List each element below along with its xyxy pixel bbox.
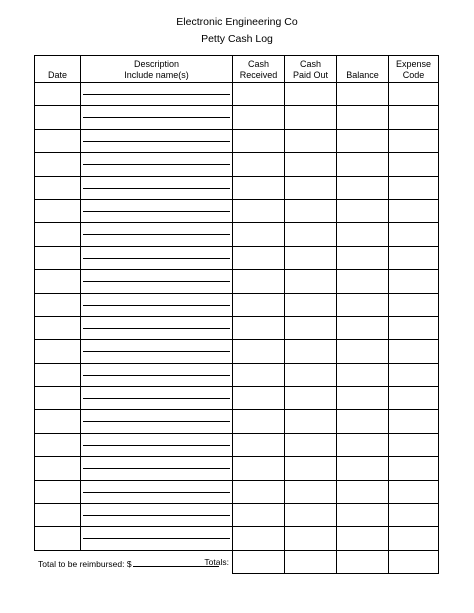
cell-date[interactable]	[35, 363, 81, 386]
column-header-date	[35, 56, 81, 83]
cell-date[interactable]	[35, 129, 81, 152]
cell-expense-code[interactable]	[389, 410, 439, 433]
total-cash-received[interactable]	[233, 550, 285, 573]
description-divider	[83, 398, 230, 399]
cell-cash-paid-out[interactable]	[285, 410, 337, 433]
cell-balance[interactable]	[337, 270, 389, 293]
cell-cash-paid-out[interactable]	[285, 387, 337, 410]
table-row	[35, 83, 439, 106]
cell-expense-code[interactable]	[389, 176, 439, 199]
cell-description[interactable]	[81, 410, 233, 433]
cell-expense-code[interactable]	[389, 387, 439, 410]
cell-description[interactable]	[81, 340, 233, 363]
cell-expense-code[interactable]	[389, 83, 439, 106]
cell-cash-received[interactable]	[233, 433, 285, 456]
cell-cash-received[interactable]	[233, 480, 285, 503]
cell-cash-paid-out[interactable]	[285, 363, 337, 386]
table-row	[35, 433, 439, 456]
cell-date[interactable]	[35, 83, 81, 106]
table-row	[35, 410, 439, 433]
cell-cash-paid-out[interactable]	[285, 480, 337, 503]
description-divider	[83, 445, 230, 446]
description-divider	[83, 281, 230, 282]
cell-cash-received[interactable]	[233, 199, 285, 222]
total-expense-code[interactable]	[389, 550, 439, 573]
cell-cash-received[interactable]	[233, 387, 285, 410]
column-header-description	[81, 56, 233, 83]
cell-balance[interactable]	[337, 293, 389, 316]
cell-date[interactable]	[35, 410, 81, 433]
cell-cash-paid-out[interactable]	[285, 83, 337, 106]
cell-date[interactable]	[35, 457, 81, 480]
cell-description[interactable]	[81, 527, 233, 550]
cell-description[interactable]	[81, 246, 233, 269]
table-row	[35, 293, 439, 316]
table-row	[35, 153, 439, 176]
cell-balance[interactable]	[337, 176, 389, 199]
cell-balance[interactable]	[337, 316, 389, 339]
table-row	[35, 504, 439, 527]
cell-expense-code[interactable]	[389, 527, 439, 550]
cell-cash-received[interactable]	[233, 340, 285, 363]
column-header-line: Expense	[395, 59, 432, 69]
cell-cash-received[interactable]	[233, 223, 285, 246]
description-divider	[83, 258, 230, 259]
table-row	[35, 480, 439, 503]
cell-date[interactable]	[35, 293, 81, 316]
table-row	[35, 363, 439, 386]
cell-cash-received[interactable]	[233, 246, 285, 269]
cell-expense-code[interactable]	[389, 504, 439, 527]
description-divider	[83, 188, 230, 189]
cell-cash-received[interactable]	[233, 363, 285, 386]
column-header-line: Code	[402, 70, 425, 80]
cell-cash-received[interactable]	[233, 504, 285, 527]
cell-date[interactable]	[35, 176, 81, 199]
reimbursed-amount-field[interactable]	[133, 558, 219, 567]
cell-cash-received[interactable]	[233, 153, 285, 176]
cell-balance[interactable]	[337, 480, 389, 503]
cell-balance[interactable]	[337, 457, 389, 480]
cell-cash-paid-out[interactable]	[285, 433, 337, 456]
description-divider	[83, 492, 230, 493]
cell-cash-paid-out[interactable]	[285, 223, 337, 246]
cell-date[interactable]	[35, 246, 81, 269]
cell-expense-code[interactable]	[389, 199, 439, 222]
description-divider	[83, 94, 230, 95]
cell-expense-code[interactable]	[389, 340, 439, 363]
table-row	[35, 246, 439, 269]
cell-cash-paid-out[interactable]	[285, 176, 337, 199]
cell-description[interactable]	[81, 129, 233, 152]
column-header-line: Cash	[299, 59, 321, 69]
cell-cash-paid-out[interactable]	[285, 340, 337, 363]
cell-date[interactable]	[35, 527, 81, 550]
cell-cash-received[interactable]	[233, 83, 285, 106]
cell-cash-paid-out[interactable]	[285, 457, 337, 480]
cell-description[interactable]	[81, 153, 233, 176]
table-row	[35, 387, 439, 410]
cell-cash-paid-out[interactable]	[285, 129, 337, 152]
description-divider	[83, 211, 230, 212]
cell-cash-received[interactable]	[233, 527, 285, 550]
cell-balance[interactable]	[337, 223, 389, 246]
cell-expense-code[interactable]	[389, 223, 439, 246]
cell-description[interactable]	[81, 223, 233, 246]
cell-balance[interactable]	[337, 153, 389, 176]
column-header-line: Received	[239, 70, 278, 80]
cell-cash-received[interactable]	[233, 457, 285, 480]
cell-date[interactable]	[35, 433, 81, 456]
cell-balance[interactable]	[337, 246, 389, 269]
cell-description[interactable]	[81, 293, 233, 316]
cell-expense-code[interactable]	[389, 433, 439, 456]
cell-cash-paid-out[interactable]	[285, 316, 337, 339]
cell-date[interactable]	[35, 316, 81, 339]
cell-cash-received[interactable]	[233, 270, 285, 293]
description-divider	[83, 515, 230, 516]
cell-description[interactable]	[81, 176, 233, 199]
cell-expense-code[interactable]	[389, 129, 439, 152]
cell-cash-received[interactable]	[233, 176, 285, 199]
cell-date[interactable]	[35, 106, 81, 129]
cell-description[interactable]	[81, 480, 233, 503]
reimbursed-line	[38, 558, 219, 569]
column-header-line: Cash	[247, 59, 269, 69]
description-divider	[83, 351, 230, 352]
totals-label: Totals:	[204, 556, 229, 567]
column-header-cash-received	[233, 56, 285, 83]
cell-expense-code[interactable]	[389, 480, 439, 503]
cell-description[interactable]	[81, 316, 233, 339]
cell-cash-paid-out[interactable]	[285, 153, 337, 176]
cell-balance[interactable]	[337, 106, 389, 129]
description-divider	[83, 234, 230, 235]
column-header-line: Include name(s)	[124, 70, 189, 80]
cell-date[interactable]	[35, 340, 81, 363]
cell-balance[interactable]	[337, 387, 389, 410]
cell-date[interactable]	[35, 270, 81, 293]
column-header-line: Balance	[346, 70, 379, 80]
table-row	[35, 176, 439, 199]
cell-description[interactable]	[81, 457, 233, 480]
table-row	[35, 457, 439, 480]
cell-cash-paid-out[interactable]	[285, 504, 337, 527]
petty-cash-table	[34, 55, 439, 574]
description-divider	[83, 538, 230, 539]
cell-balance[interactable]	[337, 410, 389, 433]
column-header-line: Paid Out	[292, 70, 329, 80]
description-divider	[83, 117, 230, 118]
column-header-cash-paid-out	[285, 56, 337, 83]
table-row	[35, 270, 439, 293]
description-divider	[83, 305, 230, 306]
cell-cash-received[interactable]	[233, 410, 285, 433]
cell-description[interactable]	[81, 270, 233, 293]
cell-balance[interactable]	[337, 433, 389, 456]
table-row	[35, 129, 439, 152]
description-divider	[83, 421, 230, 422]
cell-balance[interactable]	[337, 363, 389, 386]
cell-expense-code[interactable]	[389, 106, 439, 129]
table-body	[35, 83, 439, 574]
description-divider	[83, 164, 230, 165]
table-row	[35, 340, 439, 363]
cell-cash-received[interactable]	[233, 316, 285, 339]
cell-description[interactable]	[81, 199, 233, 222]
cell-date[interactable]	[35, 199, 81, 222]
cell-expense-code[interactable]	[389, 246, 439, 269]
cell-description[interactable]	[81, 504, 233, 527]
cell-balance[interactable]	[337, 199, 389, 222]
cell-cash-paid-out[interactable]	[285, 106, 337, 129]
description-divider	[83, 328, 230, 329]
header-row	[35, 56, 439, 83]
table-row	[35, 316, 439, 339]
table-row	[35, 527, 439, 550]
description-divider	[83, 468, 230, 469]
cell-expense-code[interactable]	[389, 270, 439, 293]
cell-cash-received[interactable]	[233, 293, 285, 316]
cell-balance[interactable]	[337, 504, 389, 527]
cell-expense-code[interactable]	[389, 363, 439, 386]
description-divider	[83, 375, 230, 376]
cell-date[interactable]	[35, 504, 81, 527]
cell-expense-code[interactable]	[389, 316, 439, 339]
cell-cash-received[interactable]	[233, 129, 285, 152]
cell-balance[interactable]	[337, 340, 389, 363]
cell-date[interactable]	[35, 480, 81, 503]
cell-description[interactable]	[81, 433, 233, 456]
cell-cash-paid-out[interactable]	[285, 246, 337, 269]
table-row	[35, 199, 439, 222]
cell-description[interactable]	[81, 387, 233, 410]
cell-cash-paid-out[interactable]	[285, 293, 337, 316]
reimbursed-label: Total to be reimbursed: $	[38, 559, 132, 569]
description-divider	[83, 141, 230, 142]
cell-date[interactable]	[35, 223, 81, 246]
cell-date[interactable]	[35, 153, 81, 176]
cell-date[interactable]	[35, 387, 81, 410]
cell-balance[interactable]	[337, 129, 389, 152]
column-header-line: Description	[133, 59, 180, 69]
cell-cash-received[interactable]	[233, 106, 285, 129]
column-header-expense-code	[389, 56, 439, 83]
column-header-line: Date	[47, 70, 67, 80]
total-cash-paid-out[interactable]	[285, 550, 337, 573]
company-name: Electronic Engineering Co	[176, 16, 298, 28]
cell-cash-paid-out[interactable]	[285, 199, 337, 222]
cell-expense-code[interactable]	[389, 153, 439, 176]
cell-balance[interactable]	[337, 83, 389, 106]
cell-description[interactable]	[81, 106, 233, 129]
cell-expense-code[interactable]	[389, 293, 439, 316]
column-header-balance	[337, 56, 389, 83]
table-row	[35, 223, 439, 246]
total-balance[interactable]	[337, 550, 389, 573]
table-row	[35, 106, 439, 129]
cell-expense-code[interactable]	[389, 457, 439, 480]
cell-cash-paid-out[interactable]	[285, 527, 337, 550]
cell-description[interactable]	[81, 83, 233, 106]
cell-balance[interactable]	[337, 527, 389, 550]
form-title: Petty Cash Log	[201, 33, 273, 45]
cell-cash-paid-out[interactable]	[285, 270, 337, 293]
cell-description[interactable]	[81, 363, 233, 386]
